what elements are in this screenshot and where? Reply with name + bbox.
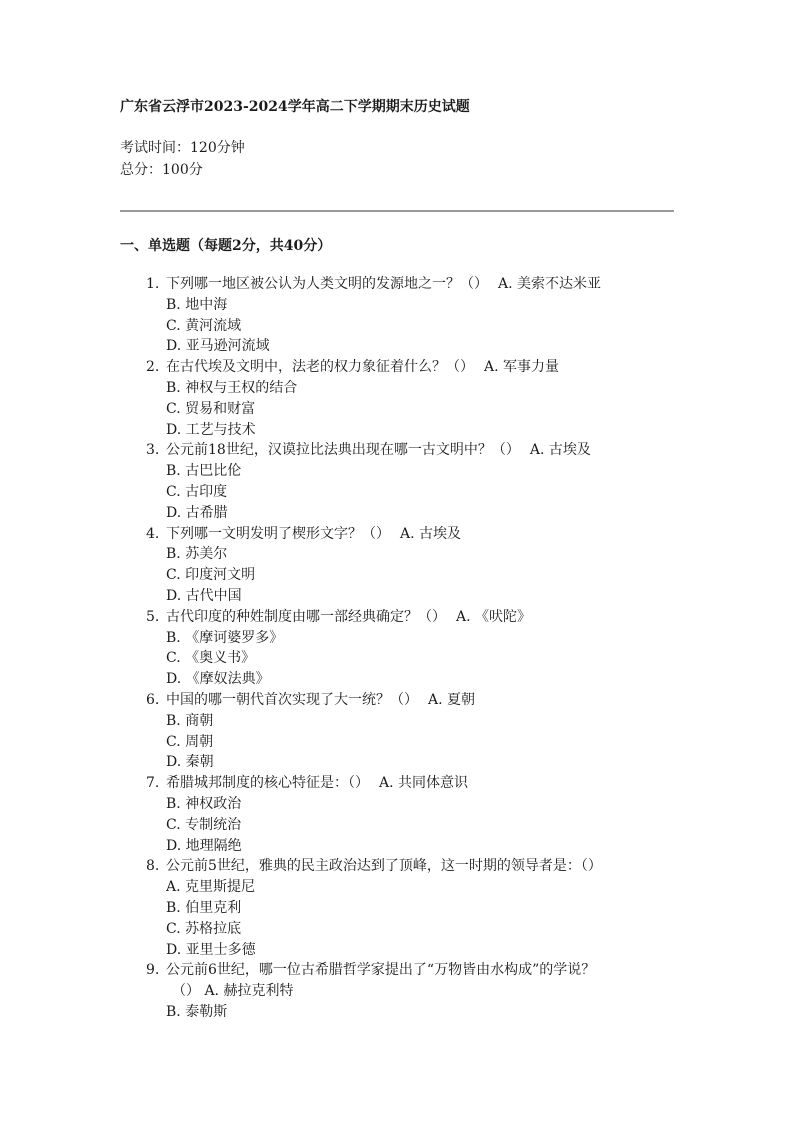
question-text: 下列哪一地区被公认为人类文明的发源地之一？（） [166,276,488,292]
question-item [146,524,691,607]
question-number: 9. [146,962,160,979]
option-line: C. 周朝 [166,733,214,750]
question-number: 5. [146,608,160,625]
question-number: 3. [146,442,160,459]
question-number: 7. [146,775,160,792]
exam-time: 考试时间：120分钟 [120,140,245,156]
question-line [146,607,691,628]
question-line [146,440,691,461]
total-score: 总分：100分 [120,162,203,178]
option-line: B. 神权政治 [166,795,242,812]
question-item [146,690,691,773]
option-line: D. 秦朝 [166,754,214,771]
question-list [146,274,691,1023]
option-a: A. 古埃及 [529,442,591,459]
option-line: D. 工艺与技术 [166,421,256,438]
option-line: D. 地理隔绝 [166,837,242,854]
option-line: C. 黄河流域 [166,317,242,334]
option-a: A. 美索不达米亚 [498,276,602,292]
question-item [146,773,691,856]
question-text: 中国的哪一朝代首次实现了大一统？（） [166,691,418,708]
option-line: B. 商朝 [166,712,214,729]
document-title: 广东省云浮市2023-2024学年高二下学期期末历史试题 [120,99,470,115]
question-item [146,440,691,523]
question-line [146,357,691,378]
option-line: A. 克里斯提尼 [166,879,256,896]
question-text: 公元前6世纪，哪一位古希腊哲学家提出了“万物皆由水构成”的学说？ [166,962,596,979]
option-a: A. 古埃及 [400,525,462,542]
option-line: C. 贸易和财富 [166,400,256,417]
option-line: D. 古希腊 [166,504,228,521]
question-number: 1. [146,276,160,292]
section-title: 一、单选题（每题2分，共40分） [120,238,332,254]
option-line: D. 古代中国 [166,587,242,604]
option-line: B. 神权与王权的结合 [166,379,298,396]
question-number: 4. [146,525,160,542]
question-number: 2. [146,359,160,376]
option-line: C. 印度河文明 [166,567,256,584]
question-item [146,607,691,690]
option-line: C. 专制统治 [166,816,242,833]
question-text: 下列哪一文明发明了楔形文字？（） [166,525,390,542]
question-line [146,773,691,794]
option-line: B. 苏美尔 [166,546,228,563]
question-line [146,960,691,981]
option-line: B. 地中海 [166,296,228,313]
question-line [146,856,691,877]
question-item [146,856,691,960]
option-line: D. 《摩奴法典》 [166,671,270,688]
question-continuation: （） A. 赫拉克利特 [172,983,294,1000]
option-a: A. 军事力量 [484,359,560,376]
question-number: 6. [146,691,160,708]
option-line: B. 泰勒斯 [166,1003,228,1020]
question-item [146,357,691,440]
question-text: 古代印度的种姓制度由哪一部经典确定？（） [166,608,446,625]
question-line [146,690,691,711]
question-text: 希腊城邦制度的核心特征是：（） [166,775,369,792]
option-a: A. 夏朝 [428,691,476,708]
question-text: 公元前18世纪，汉谟拉比法典出现在哪一古文明中？（） [166,442,520,459]
option-line: D. 亚里士多德 [166,941,256,958]
option-line: C. 古印度 [166,483,228,500]
question-text: 公元前5世纪，雅典的民主政治达到了顶峰，这一时期的领导者是：（） [166,858,602,875]
question-line [146,524,691,545]
question-text: 在古代埃及文明中，法老的权力象征着什么？（） [166,359,474,376]
question-item [146,960,691,1022]
option-line: C. 《奥义书》 [166,650,256,667]
option-line: D. 亚马逊河流域 [166,338,270,355]
option-line: C. 苏格拉底 [166,920,242,937]
question-line [146,274,691,295]
option-a: A. 共同体意识 [379,775,469,792]
option-a: A. 《吠陀》 [456,608,532,625]
question-number: 8. [146,858,160,875]
horizontal-divider [120,210,674,212]
option-line: B. 伯里克利 [166,899,242,916]
option-line: B. 《摩诃婆罗多》 [166,629,284,646]
question-item [146,274,691,357]
option-line: B. 古巴比伦 [166,463,242,480]
